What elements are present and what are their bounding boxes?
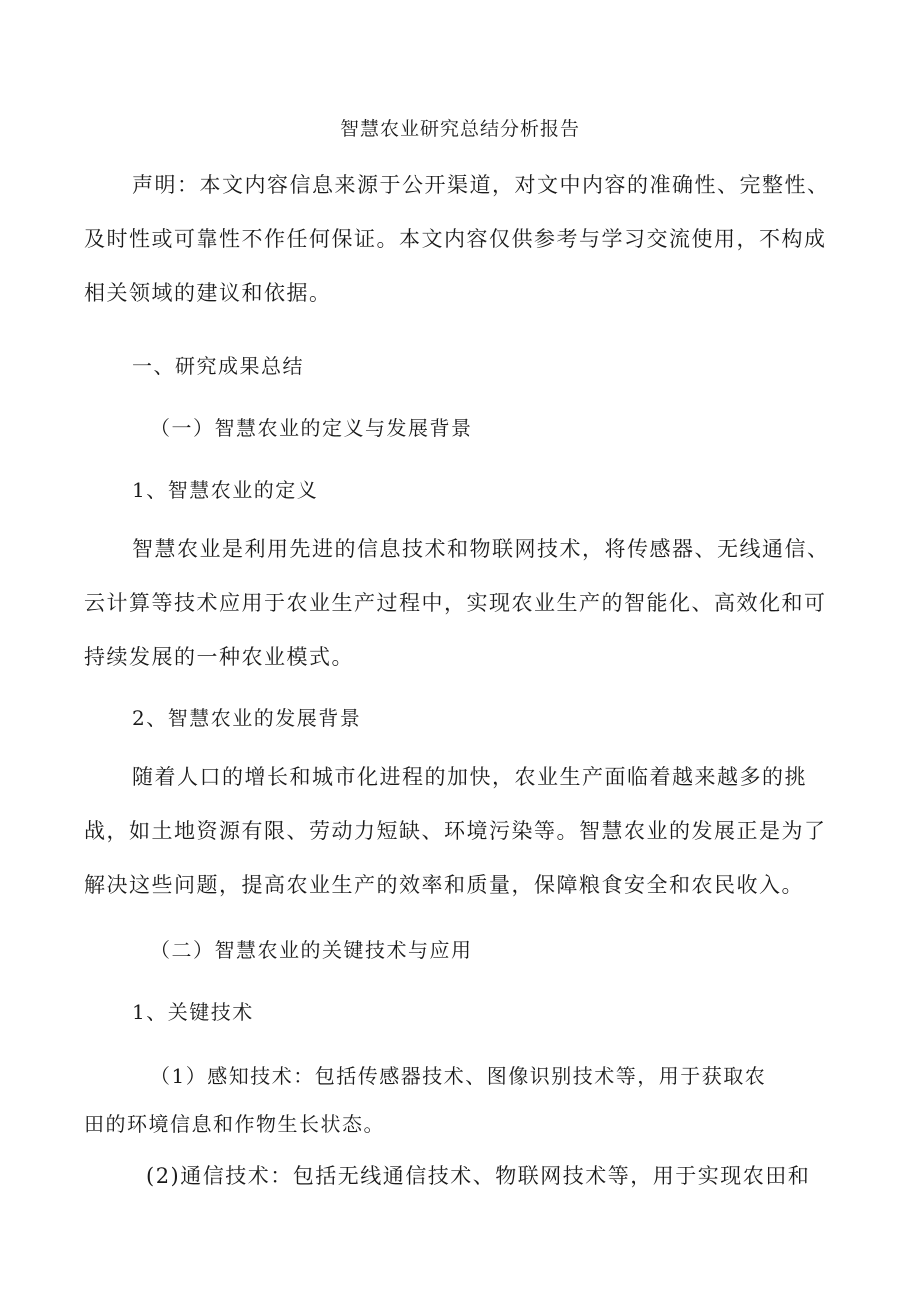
definition-paragraph [84, 522, 844, 684]
technology-line: (2)通信技术：包括无线通信技术、物联网技术等，用于实现农田和 [146, 1164, 811, 1188]
item-heading: 1、智慧农业的定义 [132, 478, 319, 502]
paragraph-line: 持续发展的一种农业模式。 [84, 645, 354, 669]
item-heading: 1、关键技术 [132, 1000, 254, 1024]
disclaimer-paragraph [84, 158, 844, 320]
disclaimer-line: 相关领域的建议和依据。 [84, 281, 332, 305]
paragraph-line: 智慧农业是利用先进的信息技术和物联网技术，将传感器、无线通信、 [132, 537, 830, 561]
item-heading: 2、智慧农业的发展背景 [132, 706, 362, 730]
paragraph-line: 战，如土地资源有限、劳动力短缺、环境污染等。智慧农业的发展正是为了 [84, 819, 827, 843]
disclaimer-line: 声明：本文内容信息来源于公开渠道，对文中内容的准确性、完整性、 [132, 173, 830, 197]
paragraph-line: （1）感知技术：包括传感器技术、图像识别技术等，用于获取农 [150, 1064, 767, 1088]
paragraph-line: 解决这些问题，提高农业生产的效率和质量，保障粮食安全和农民收入。 [84, 873, 804, 897]
section-heading: 一、研究成果总结 [132, 354, 304, 378]
background-paragraph [84, 750, 844, 912]
paragraph-line: 云计算等技术应用于农业生产过程中，实现农业生产的智能化、高效化和可 [84, 591, 827, 615]
disclaimer-line: 及时性或可靠性不作任何保证。本文内容仅供参考与学习交流使用，不构成 [84, 227, 827, 251]
subsection-heading: （一）智慧农业的定义与发展背景 [150, 416, 473, 440]
subsection-heading: （二）智慧农业的关键技术与应用 [150, 938, 473, 962]
document-title: 智慧农业研究总结分析报告 [339, 118, 580, 140]
paragraph-line: 田的环境信息和作物生长状态。 [84, 1112, 385, 1136]
technology-paragraph [84, 1052, 844, 1148]
paragraph-line: 随着人口的增长和城市化进程的加快，农业生产面临着越来越多的挑 [132, 765, 807, 789]
